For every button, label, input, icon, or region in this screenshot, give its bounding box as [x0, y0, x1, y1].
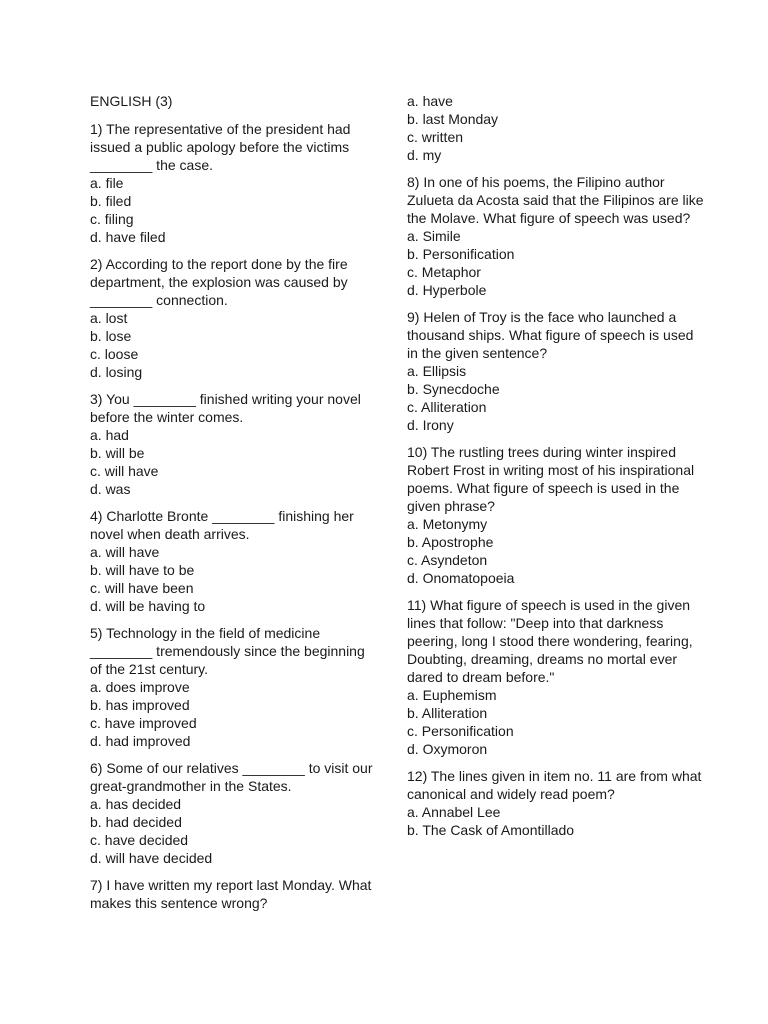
left-question-list: [90, 120, 380, 912]
answer-option: d. have filed: [90, 229, 166, 245]
question-item: [407, 173, 707, 299]
answer-option: d. my: [407, 147, 442, 163]
right-column: [407, 92, 707, 848]
answer-options: [90, 543, 380, 615]
answer-option: b. filed: [90, 193, 132, 209]
answer-option: a. have: [407, 93, 453, 109]
answer-option: c. filing: [90, 211, 134, 227]
answer-option: a. Metonymy: [407, 516, 488, 532]
question-item: [90, 624, 380, 750]
answer-option: a. has decided: [90, 796, 182, 812]
answer-option: a. will have: [90, 544, 160, 560]
answer-option: c. will have: [90, 463, 159, 479]
question-stem: 9) Helen of Troy is the face who launched a thousand ships. What figure of speech is used in the given sentence?: [407, 309, 694, 361]
question-item: [90, 759, 380, 867]
answer-option: a. does improve: [90, 679, 190, 695]
question-stem: 1) The representative of the president had issued a public apology before the victims ________ the case.: [90, 121, 351, 173]
answer-option: b. Apostrophe: [407, 534, 494, 550]
question-stem: 12) The lines given in item no. 11 are from what canonical and widely read poem?: [407, 768, 702, 802]
answer-options: [90, 309, 380, 381]
answer-option: c. will have been: [90, 580, 194, 596]
question-item: [407, 443, 707, 587]
question-stem: 5) Technology in the field of medicine ________ tremendously since the beginning of the 21st century.: [90, 625, 365, 677]
answer-option: c. Alliteration: [407, 399, 487, 415]
left-column: [90, 92, 380, 921]
question-stem: 10) The rustling trees during winter inspired Robert Frost in writing most of his inspirational poems. What figure of speech is used in the given phrase?: [407, 444, 695, 514]
answer-options: [407, 515, 707, 587]
answer-option: a. lost: [90, 310, 128, 326]
answer-option: b. Personification: [407, 246, 515, 262]
answer-option: a. Simile: [407, 228, 461, 244]
answer-options: [407, 803, 707, 839]
answer-option: a. had: [90, 427, 129, 443]
answer-option: d. was: [90, 481, 131, 497]
answer-option: b. had decided: [90, 814, 182, 830]
question-item: [90, 507, 380, 615]
answer-option: b. will have to be: [90, 562, 195, 578]
answer-options: [90, 174, 380, 246]
answer-option: c. have decided: [90, 832, 189, 848]
answer-option: a. file: [90, 175, 124, 191]
answer-options: [90, 795, 380, 867]
answer-option: d. had improved: [90, 733, 191, 749]
answer-option: c. Asyndeton: [407, 552, 488, 568]
answer-option: d. will be having to: [90, 598, 206, 614]
question-item: [407, 308, 707, 434]
answer-option: d. will have decided: [90, 850, 213, 866]
question-item: [90, 255, 380, 381]
question-item: [90, 120, 380, 246]
answer-option: b. The Cask of Amontillado: [407, 822, 575, 838]
answer-option: b. Alliteration: [407, 705, 488, 721]
answer-option: b. last Monday: [407, 111, 499, 127]
question-7-options: [407, 92, 707, 164]
answer-option: d. Onomatopoeia: [407, 570, 515, 586]
answer-option: a. Euphemism: [407, 687, 497, 703]
question-stem: 2) According to the report done by the fire department, the explosion was caused by ________ connection.: [90, 256, 348, 308]
answer-options: [407, 362, 707, 434]
answer-option: c. loose: [90, 346, 139, 362]
answer-options: [90, 678, 380, 750]
question-stem: 4) Charlotte Bronte ________ finishing her novel when death arrives.: [90, 508, 354, 542]
answer-option: d. Hyperbole: [407, 282, 487, 298]
right-question-list: [407, 173, 707, 839]
answer-option: b. will be: [90, 445, 145, 461]
question-item: [407, 767, 707, 839]
answer-options: [90, 426, 380, 498]
question-stem: 8) In one of his poems, the Filipino author Zulueta da Acosta said that the Filipinos are like the Molave. What figure of speech was used?: [407, 174, 704, 226]
answer-option: a. Ellipsis: [407, 363, 467, 379]
answer-option: a. Annabel Lee: [407, 804, 501, 820]
question-item: [407, 596, 707, 758]
answer-option: c. have improved: [90, 715, 197, 731]
answer-option: d. losing: [90, 364, 143, 380]
answer-option: d. Irony: [407, 417, 454, 433]
answer-option: c. Personification: [407, 723, 514, 739]
question-stem: 3) You ________ finished writing your novel before the winter comes.: [90, 391, 361, 425]
answer-option: d. Oxymoron: [407, 741, 488, 757]
question-item: [90, 876, 380, 912]
answer-options: [407, 227, 707, 299]
question-stem: 6) Some of our relatives ________ to visit our great-grandmother in the States.: [90, 760, 373, 794]
question-item: [90, 390, 380, 498]
page-title: ENGLISH (3): [90, 93, 173, 109]
question-stem: 11) What figure of speech is used in the given lines that follow: "Deep into that darkness peering, long I stood there wondering, fearing, Doubting, dreaming, dreams no mortal ever dared to dream before.": [407, 597, 693, 685]
question-stem: 7) I have written my report last Monday. What makes this sentence wrong?: [90, 877, 372, 911]
answer-options: [407, 686, 707, 758]
answer-option: b. has improved: [90, 697, 190, 713]
answer-option: b. Synecdoche: [407, 381, 500, 397]
answer-option: c. written: [407, 129, 464, 145]
answer-option: b. lose: [90, 328, 132, 344]
answer-option: c. Metaphor: [407, 264, 481, 280]
